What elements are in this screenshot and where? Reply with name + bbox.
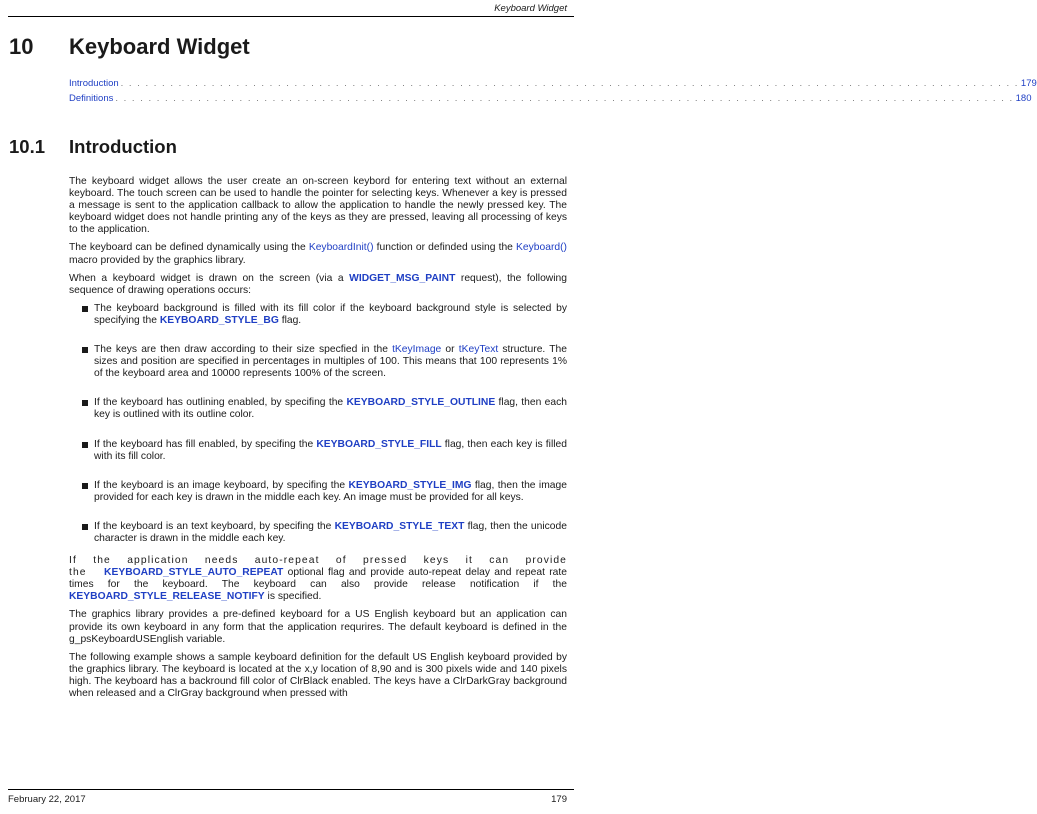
list-item [69, 439, 567, 463]
keyword-style-text: KEYBOARD_STYLE_TEXT [334, 520, 465, 532]
paragraph-definition [69, 242, 567, 266]
drawing-operations-list [69, 303, 567, 545]
section-title: Introduction [69, 136, 177, 157]
text-run: The keyboard background is filled with its fill color if the keyboard background style is selected by specifying the [94, 302, 567, 326]
keyword-style-fill: KEYBOARD_STYLE_FILL [316, 438, 442, 450]
text-run: If the keyboard has outlining enabled, by specifing the [94, 397, 347, 409]
list-item [69, 397, 567, 421]
text-run: optional flag and provide auto-repeat delay and repeat rate times for the keyboard. The keyboard can also provide release notification if the [69, 567, 567, 591]
text-run: If the application needs auto-repeat of pressed keys it can provide the [69, 555, 567, 579]
text-run: function or definded using the [373, 242, 517, 254]
text-run: or [441, 344, 459, 356]
tkeytext-link[interactable]: tKeyText [458, 344, 499, 356]
keyword-style-outline: KEYBOARD_STYLE_OUTLINE [346, 397, 496, 409]
text-run: flag, then each key is outlined with its outline color. [94, 397, 567, 421]
chapter-toc [69, 76, 1037, 106]
text-run: The keyboard can be defined dynamically using the [69, 242, 309, 254]
text-run: flag, then each key is filled with its fill color. [94, 438, 567, 462]
list-item [69, 303, 567, 327]
paragraph-auto-repeat [69, 555, 567, 603]
paragraph-overview: The keyboard widget allows the user create an on-screen keybord for entering text without an external keyboard. The touch screen can be used to handle the pointer for selecting keys. Whenever a key is pressed a message is sent to the application callback to allow the application to handle the newly pressed key. The keyboard widget does not handle printing any of the keys as they are pressed, leaving all processing of keys to the application. [69, 176, 567, 236]
toc-entry-definitions[interactable] [69, 91, 1032, 106]
footer-divider [8, 789, 574, 790]
keyboard-macro-link[interactable]: Keyboard() [516, 242, 567, 254]
toc-leader-dots: . . . . . . . . . . . . . . . . . . . . . . . . . . . . . . . . . . . . . . . . . . . . . . . . . . . . . . . . . . . . . . . . . . . . . . . . . . . . . . . . . . . . . . . . . . . . . . . . . . . . . . . . . . . . . [115, 93, 1014, 104]
text-run: request), the following sequence of drawing operations occurs: [69, 272, 567, 296]
header-divider [8, 16, 574, 17]
bullet-square-icon [82, 347, 88, 353]
text-run: flag, then the unicode character is drawn in the middle each key. [94, 520, 567, 544]
section-body [69, 176, 567, 706]
keyword-style-bg: KEYBOARD_STYLE_BG [159, 314, 279, 326]
paragraph-example: The following example shows a sample keyboard definition for the default US English keyboard provided by the graphics library. The keyboard is located at the x,y location of 8,90 and is 300 pixels wide and 140 pixels high. The keyboard has a backround fill color of ClrBlack enabled. The keys have a ClrDarkGray background when released and a ClrGray background when pressed with [69, 651, 567, 699]
toc-entry-introduction[interactable] [69, 76, 1037, 91]
list-item [69, 344, 567, 380]
text-run: is specified. [264, 591, 322, 603]
keyword-style-auto-repeat: KEYBOARD_STYLE_AUTO_REPEAT [104, 567, 284, 579]
footer-date: February 22, 2017 [8, 794, 86, 805]
toc-entry-title[interactable]: Definitions [69, 93, 114, 104]
chapter-number: 10 [9, 34, 34, 59]
bullet-square-icon [82, 524, 88, 530]
section-number: 10.1 [9, 136, 46, 157]
keyword-style-release-notify: KEYBOARD_STYLE_RELEASE_NOTIFY [69, 591, 265, 603]
chapter-title: Keyboard Widget [69, 34, 250, 59]
text-run: flag. [278, 314, 302, 326]
text-run: When a keyboard widget is drawn on the screen (via a [69, 272, 350, 284]
tkeyimage-link[interactable]: tKeyImage [392, 344, 442, 356]
footer-page-number: 179 [551, 794, 567, 805]
list-item [69, 480, 567, 504]
toc-entry-page[interactable]: 179 [1020, 78, 1037, 89]
bullet-square-icon [82, 400, 88, 406]
text-run: The keys are then draw according to their size specfied in the [94, 344, 393, 356]
toc-entry-title[interactable]: Introduction [69, 78, 119, 89]
keyword-widget-msg-paint: WIDGET_MSG_PAINT [349, 272, 456, 284]
list-item [69, 521, 567, 545]
keyboardinit-link[interactable]: KeyboardInit() [308, 242, 374, 254]
bullet-square-icon [82, 306, 88, 312]
text-run: If the keyboard has fill enabled, by specifing the [94, 438, 317, 450]
text-run: If the keyboard is an text keyboard, by specifing the [94, 520, 335, 532]
toc-leader-dots: . . . . . . . . . . . . . . . . . . . . . . . . . . . . . . . . . . . . . . . . . . . . . . . . . . . . . . . . . . . . . . . . . . . . . . . . . . . . . . . . . . . . . . . . . . . . . . . . . . . . . . . . . . . . . [120, 78, 1019, 89]
text-run: flag, then the image provided for each key is drawn in the middle each key. An image must be provided for all keys. [94, 479, 567, 503]
running-header-title: Keyboard Widget [494, 3, 567, 14]
text-run: macro provided by the graphics library. [69, 254, 246, 266]
keyword-style-img: KEYBOARD_STYLE_IMG [348, 479, 472, 491]
text-run: If the keyboard is an image keyboard, by specifing the [94, 479, 349, 491]
paragraph-drawing-sequence [69, 273, 567, 297]
bullet-square-icon [82, 483, 88, 489]
toc-entry-page[interactable]: 180 [1015, 93, 1032, 104]
bullet-square-icon [82, 442, 88, 448]
text-run: structure. The sizes and position are specified in percentages in multiples of 100. This means that 100 represents 1% of the keyboard area and 10000 represents 100% of the screen. [94, 344, 567, 380]
paragraph-default-keyboard: The graphics library provides a pre-defined keyboard for a US English keyboard but an application can provide its own keyboard in any form that the application requrires. The default keyboard is defined in the g_psKeyboardUSEnglish variable. [69, 609, 567, 645]
